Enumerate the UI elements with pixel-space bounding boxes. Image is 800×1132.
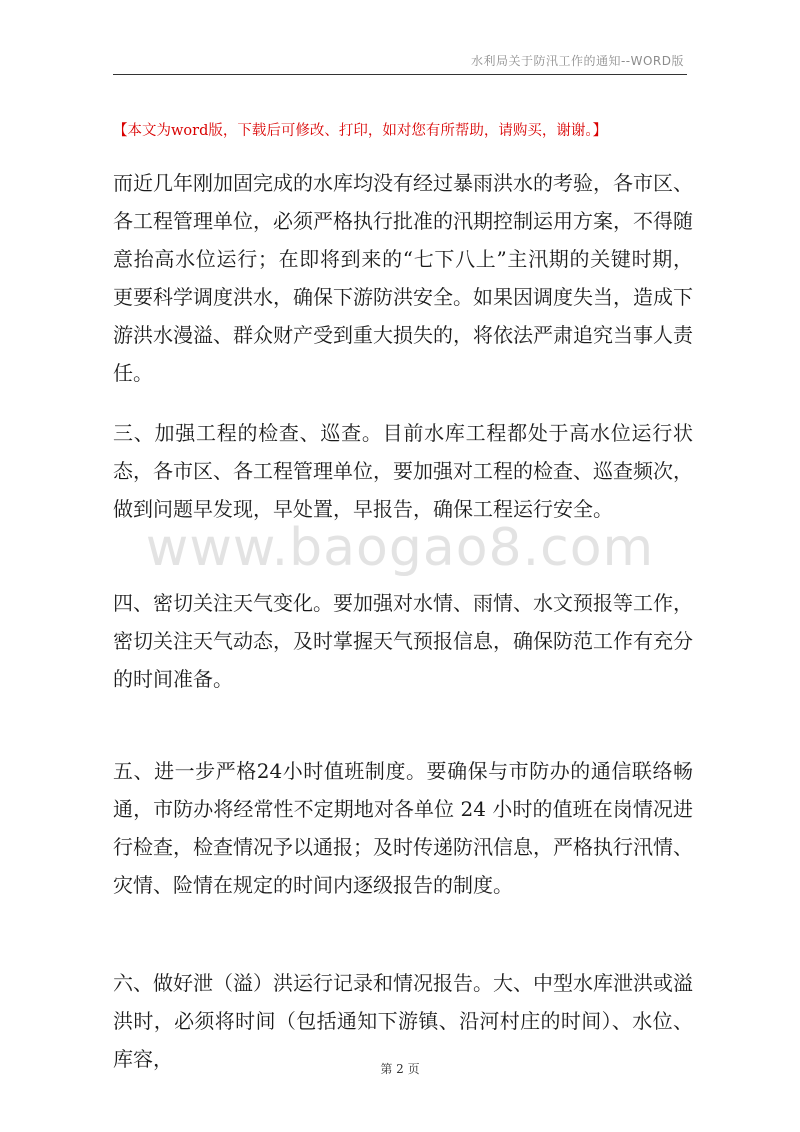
paragraph-section-5: 五、进一步严格24小时值班制度。要确保与市防办的通信联络畅通，市防办将经常性不定期地对各单位 24 小时的值班在岗情况进行检查，检查情况予以通报；及时传递防汛信息，严格执行汛情、灾情、险情在规定的时间内逐级报告的制度。 bbox=[113, 759, 693, 897]
paragraph-section-3: 三、加强工程的检查、巡查。目前水库工程都处于高水位运行状态，各市区、各工程管理单位，要加强对工程的检查、巡查频次，做到问题早发现，早处置，早报告，确保工程运行安全。 bbox=[113, 421, 693, 521]
header-divider bbox=[113, 74, 687, 75]
paragraph-section-4: 四、密切关注天气变化。要加强对水情、雨情、水文预报等工作，密切关注天气动态，及时掌握天气预报信息，确保防范工作有充分的时间准备。 bbox=[113, 591, 693, 691]
watermark: www.baogao8.com bbox=[145, 518, 655, 578]
paragraph-1: 而近几年刚加固完成的水库均没有经过暴雨洪水的考验，各市区、各工程管理单位，必须严格执行批准的汛期控制运用方案，不得随意抬高水位运行；在即将到来的“七下八上”主汛期的关键时期，更要科学调度洪水，确保下游防洪安全。如果因调度失当，造成下游洪水漫溢、群众财产受到重大损失的，将依法严肃追究当事人责任。 bbox=[113, 171, 693, 385]
header-title: 水利局关于防汛工作的通知--WORD版 bbox=[470, 54, 684, 68]
page-number: 第 2 页 bbox=[380, 1062, 420, 1076]
download-notice: 【本文为word版，下载后可修改、打印，如对您有所帮助，请购买，谢谢。】 bbox=[113, 123, 608, 139]
paragraph-section-6: 六、做好泄（溢）洪运行记录和情况报告。大、中型水库泄洪或溢洪时，必须将时间（包括通知下游镇、沿河村庄的时间）、水位、库容， bbox=[113, 971, 693, 1071]
